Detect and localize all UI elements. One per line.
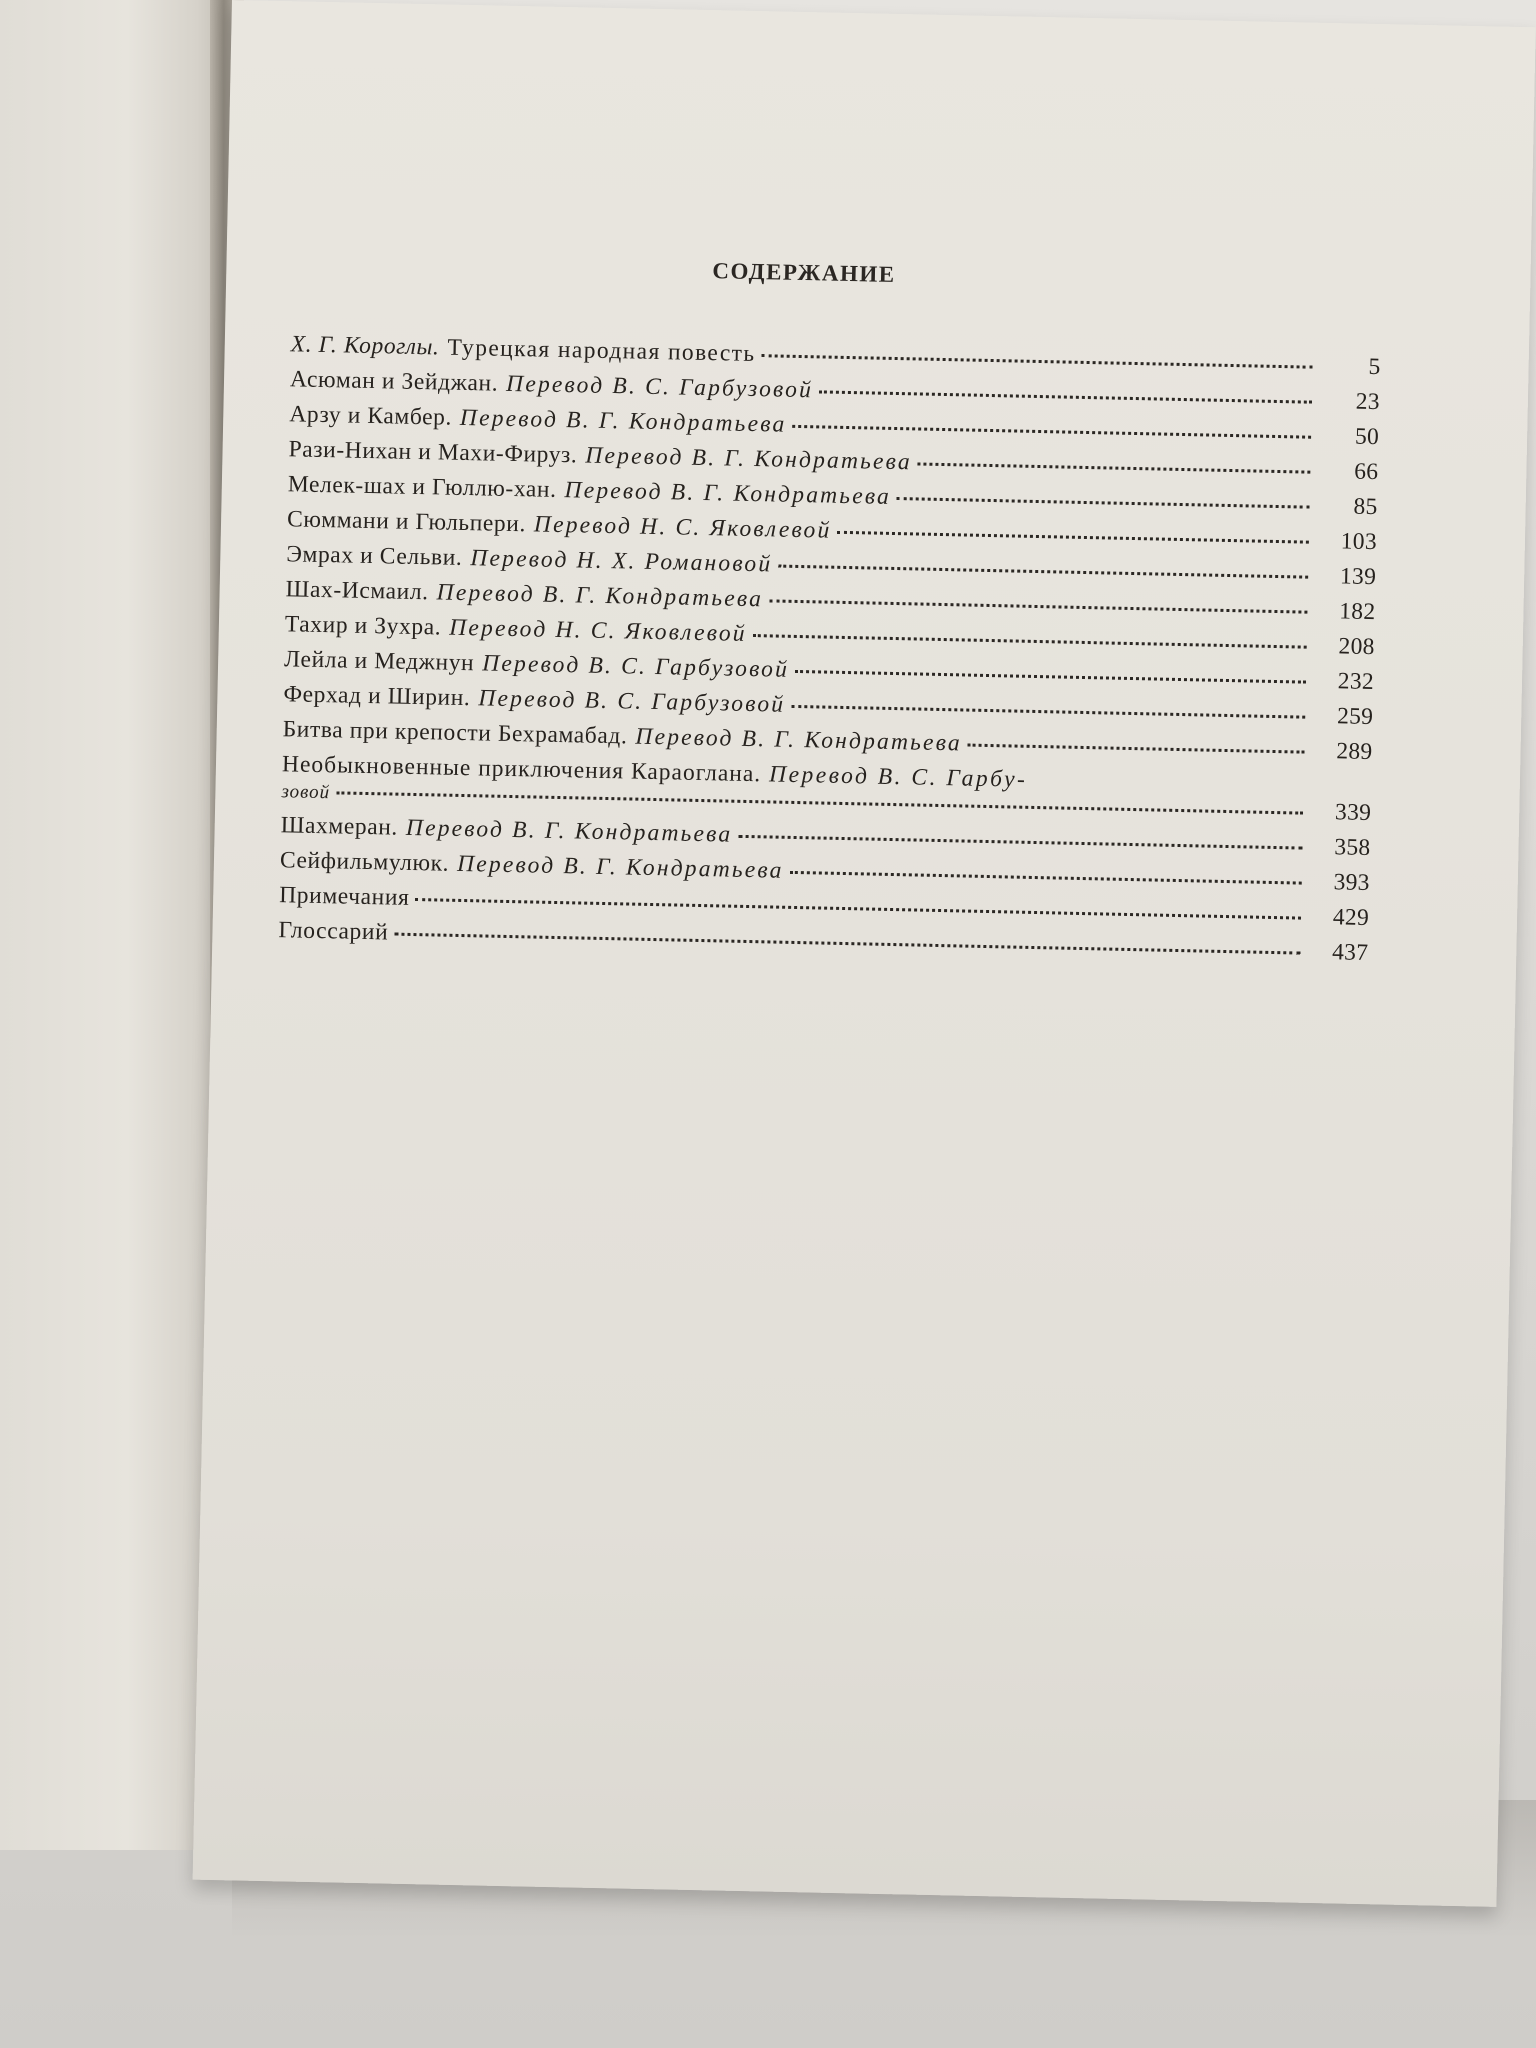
toc-entry-title: Тахир и Зухра.: [284, 611, 442, 641]
toc-entry-title: Эмрах и Сельви.: [286, 541, 463, 571]
toc-entry-subtitle: Перевод В. Г. Кондратьева: [564, 477, 892, 510]
left-page-text: [0, 30, 52, 410]
dot-leader: [753, 633, 1307, 649]
toc-entry-subtitle: Перевод В. С. Гарбузовой: [478, 685, 786, 718]
toc-page-number: 232: [1337, 668, 1375, 696]
dot-leader: [918, 461, 1311, 473]
dot-leader: [769, 598, 1307, 613]
toc-page-number: 289: [1336, 738, 1373, 766]
toc-page-number: 50: [1354, 423, 1380, 451]
dot-leader: [738, 834, 1302, 850]
dot-leader: [819, 389, 1312, 403]
toc-entry-title: Ферхад и Ширин.: [283, 681, 471, 712]
table-of-contents: [278, 331, 1381, 975]
toc-entry-title: Шахмеран.: [280, 812, 399, 841]
dot-leader: [778, 564, 1308, 579]
toc-page-number: 358: [1334, 834, 1371, 862]
dot-leader: [394, 932, 1300, 955]
toc-entry-title: Сейфильмулюк.: [279, 847, 450, 877]
toc-page-number: 437: [1331, 939, 1369, 967]
toc-page-number: 259: [1336, 703, 1374, 731]
dot-leader: [415, 897, 1301, 920]
toc-entry-subtitle: Перевод В. С. Гарбузовой: [505, 370, 814, 404]
toc-entry-title: Битва при крепости Бехрамабад.: [282, 716, 628, 750]
toc-entry-title: Х. Г. Короглы.: [290, 331, 440, 361]
toc-entry-title: Необыкновенные приключения Караоглана.: [281, 751, 762, 788]
toc-entry-subtitle: Перевод В. С. Гарбузовой: [481, 650, 790, 683]
dot-leader: [897, 496, 1310, 509]
contents-page: [193, 0, 1536, 1907]
toc-page-number: 5: [1368, 353, 1381, 381]
toc-entry-subtitle: Перевод В. Г. Кондратьева: [635, 723, 963, 757]
toc-entry-subtitle: Перевод Н. С. Яковлевой: [448, 614, 748, 647]
toc-entry-subtitle: Перевод В. Г. Кондратьева: [405, 814, 733, 848]
toc-page-number: 103: [1340, 528, 1378, 556]
toc-page-number: 23: [1355, 388, 1381, 416]
page-title: СОДЕРЖАНИЕ: [712, 258, 896, 287]
toc-entry-subtitle: Перевод В. Г. Кондратьева: [459, 404, 787, 438]
dot-leader: [795, 669, 1306, 684]
toc-page-number: 85: [1353, 493, 1378, 521]
dot-leader: [837, 530, 1309, 544]
dot-leader: [968, 743, 1305, 754]
dot-leader: [790, 870, 1302, 885]
toc-entry-title: Примечания: [278, 882, 410, 911]
toc-entry-title: Лейла и Меджнун: [283, 646, 475, 677]
toc-entry-title: Мелек-шах и Гюллю-хан.: [287, 471, 557, 503]
toc-page-number: 139: [1339, 563, 1377, 591]
toc-entry-title: Шах-Исмаил.: [285, 576, 429, 606]
toc-entry-subtitle: Перевод В. Г. Кондратьева: [585, 442, 913, 476]
toc-entry-title: Арзу и Камбер.: [289, 401, 453, 431]
toc-entry-subtitle: Турецкая народная повесть: [447, 334, 756, 368]
toc-entry-subtitle: Перевод В. С. Гарбу-: [768, 761, 1028, 793]
dot-leader: [761, 353, 1312, 369]
toc-entry-subtitle: Перевод В. Г. Кондратьева: [436, 579, 764, 613]
toc-entry-title: Асюман и Зейджан.: [289, 366, 499, 397]
toc-page-number: 429: [1332, 904, 1370, 932]
toc-page-number: 393: [1333, 869, 1371, 897]
dot-leader: [792, 424, 1311, 439]
toc-page-number: 339: [1334, 799, 1372, 827]
dot-leader: [791, 704, 1305, 719]
toc-entry-title: Рази-Нихан и Махи-Фируз.: [288, 436, 578, 469]
toc-entry-title: Сюммани и Гюльпери.: [286, 506, 527, 538]
toc-entry-subtitle: Перевод В. Г. Кондратьева: [456, 850, 784, 884]
toc-page-number: 182: [1339, 598, 1376, 626]
toc-page-number: 66: [1353, 458, 1379, 486]
toc-page-number: 208: [1338, 633, 1375, 661]
left-page: [0, 0, 232, 1850]
toc-entry-subtitle: Перевод Н. Х. Романовой: [470, 545, 773, 578]
toc-entry-title: Глоссарий: [278, 917, 389, 946]
toc-entry-subtitle: зовой: [281, 781, 331, 804]
toc-entry-subtitle: Перевод Н. С. Яковлевой: [533, 511, 832, 544]
left-line: [0, 30, 52, 321]
